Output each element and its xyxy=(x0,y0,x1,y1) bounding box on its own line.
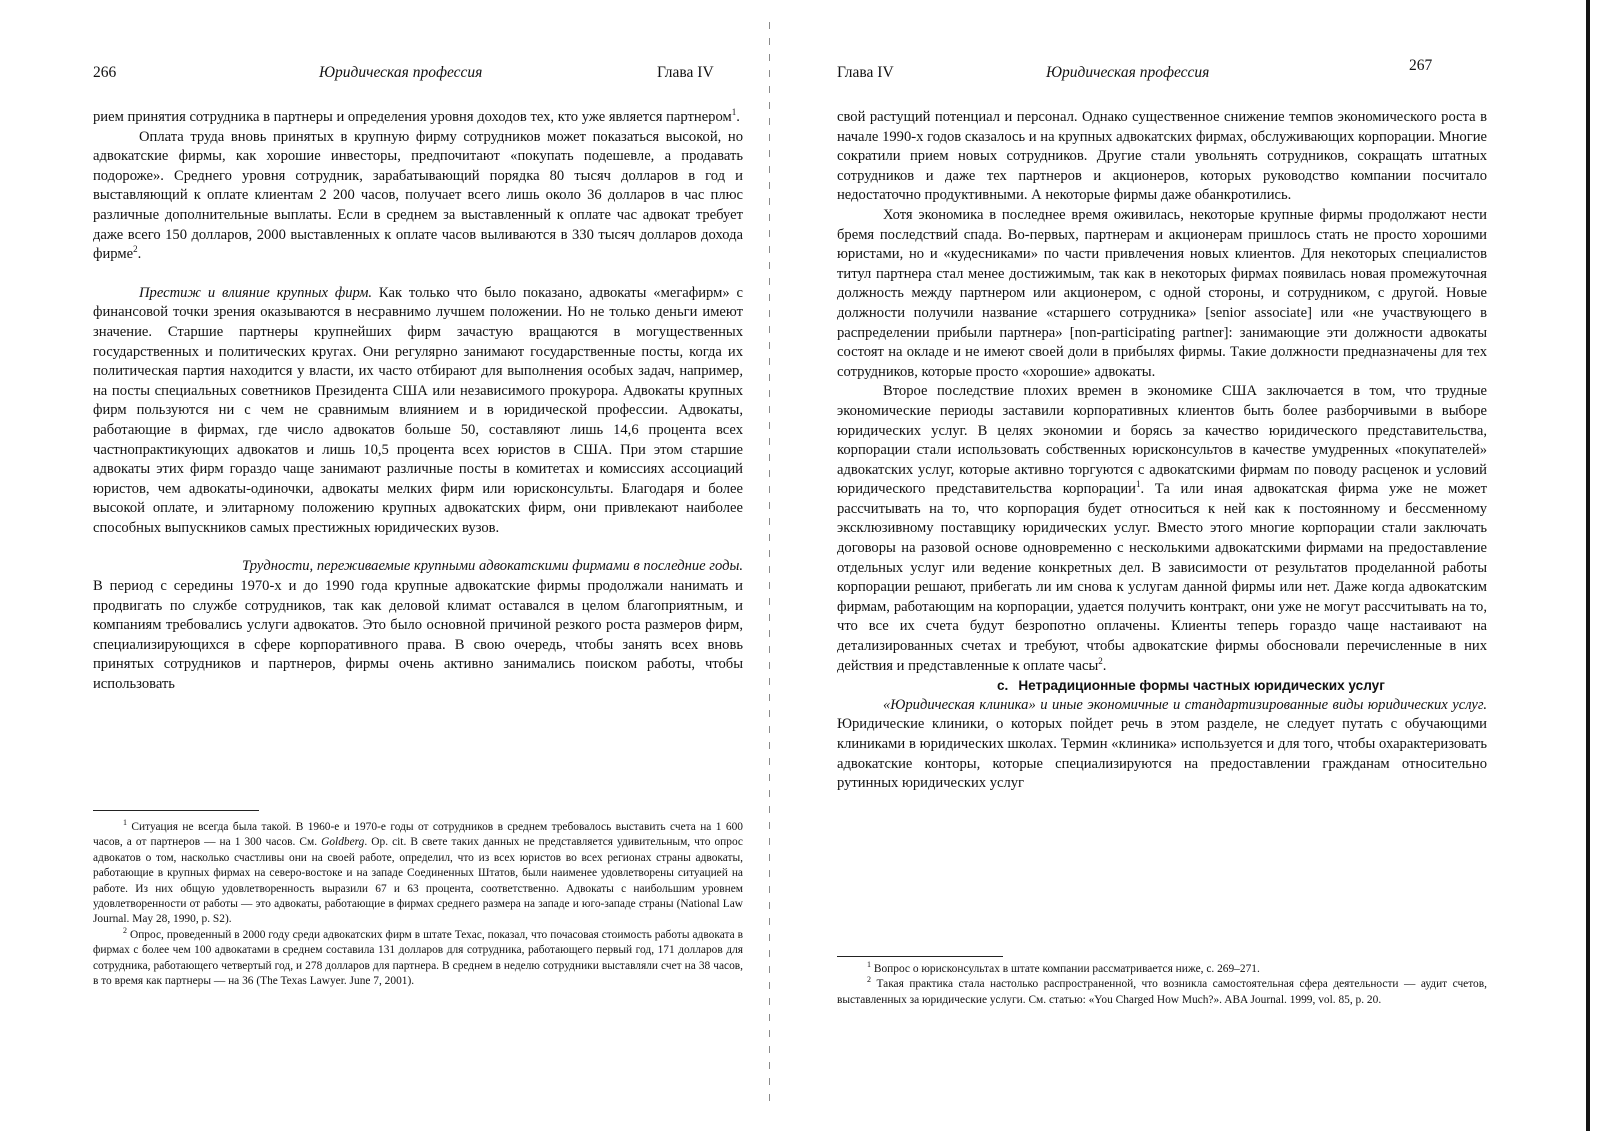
paragraph: Хотя экономика в последнее время оживилась, некоторые крупные фирмы продолжают нести бремя последствий спада. Во-первых, партнерам и акционерам пришлось стать не просто хорошими юристами, но и «кудесниками» по части привлечения новых клиентов. Для некоторых специалистов титул партнера стал менее достижимым, так как в некоторых фирмах появилась новая промежуточная должность между партнером или акционером, с одной стороны, и сотрудником, с другой. Новые должности получили название «старшего сотрудника» [senior associate] или «не участвующего в распределении прибыли партнера» [non-participating partner]: занимающие эти должности адвокаты состоят на окладе и не имеют своей доли в прибылях фирмы. Такие должности предназначены для тех сотрудников, которые просто «хорошие» адвокаты. xyxy=(837,206,1487,380)
footnote-ref: 2 xyxy=(133,244,138,255)
chapter-label: Глава IV xyxy=(657,64,714,81)
paragraph-heading: «Юридическая клиника» и иные экономичные и стандартизированные виды юридических услуг. xyxy=(883,696,1487,713)
paragraph: свой растущий потенциал и персонал. Однако существенное снижение темпов экономического роста в начале 1990-х годов сказалось и на крупных адвокатских фирмах, обслуживающих корпорации. Многие сократили прием новых сотрудников. Другие стали увольнять сотрудников, сокращать штатных сотрудников и даже тех партнеров и акционеров, которых руководство компании посчитало недостаточно продуктивными. А некоторые фирмы даже обанкротились. xyxy=(837,109,1487,204)
right-page-body xyxy=(837,108,1487,794)
paragraph-heading: Престиж и влияние крупных фирм. xyxy=(139,284,373,301)
paragraph: В период с середины 1970-х и до 1990 года крупные адвокатские фирмы продолжали нанимать и продвигать по службе сотрудников, так как деловой климат оставался в целом благоприятным, и компаниям требовались услуги адвокатов. Это было основной причиной резкого роста размеров фирм, специализирующихся в сфере корпоративного права. В свою очередь, чтобы занять всех вновь принятых сотрудников и партнеров, фирмы очень активно занимались поиском работы, чтобы использовать xyxy=(93,578,743,693)
running-title: Юридическая профессия xyxy=(1046,64,1210,81)
paragraph: рием принятия сотрудника в партнеры и определения уровня доходов тех, кто уже является партнером$^1$. xyxy=(93,107,740,125)
footnote: $^2$ Такая практика стала настолько распространенной, что возникла самостоятельная сфера деятельности — аудит счетов, выставленных за юридические услуги. См. статью: «You Charged How Much?». ABA Journal. 1999, vol. 85, p. 20. xyxy=(837,975,1487,1006)
section-heading: с. Нетрадиционные формы частных юридических услуг xyxy=(997,678,1385,694)
chapter-label: Глава IV xyxy=(837,64,894,81)
paragraph: Престиж и влияние крупных фирм. Как только что было показано, адвокаты «мегафирм» с финансовой точки зрения оказываются в несравнимо лучшем положении. Но не только деньги имеют значение. Старшие партнеры крупнейших фирм зачастую вращаются в могущественных государственных и политических кругах. Они регулярно занимают государственные посты, когда их политическая партия находится у власти, их часто отбирают для выполнения особых задач, например, на посты специальных советников Президента США или независимого прокурора. Адвокаты крупных фирм пользуются ни с чем не сравнимым влиянием и в юридической профессии. Адвокаты, работающие в фирмах, где число адвокатов больше 50, составляют лишь 14,6 процента всех частнопрактикующих адвокатов и лишь 10,5 процента всех юристов в США. При этом старшие адвокаты этих фирм гораздо чаще занимают различные посты в комитетах и комиссиях ассоциаций юристов, чем адвокаты-одиночки, адвокаты мелких фирм или юрисконсульты. Благодаря и более высокой оплате, и элитарному положению крупных адвокатских фирм, они привлекают наиболее способных выпускников самых престижных юридических вузов. xyxy=(93,284,743,536)
page-number: 266 xyxy=(93,64,117,81)
right-page-header xyxy=(837,57,1487,88)
footnote: $^2$ Опрос, проведенный в 2000 году среди адвокатских фирм в штате Техас, показал, что почасовая стоимость работы адвоката в фирмах с более чем 100 адвокатами в среднем составила 131 долларов для сотрудника, работающего первый год, 171 долларов для сотрудника, работающего четвертый год, и 278 долларов для партнера. В среднем в неделю сотрудники выставляли счет на 38 часов, в то время как партнеры — на 36 (The Texas Lawyer. June 7, 2001). xyxy=(93,926,743,988)
footnote: $^1$ Ситуация не всегда была такой. В 1960-е и 1970-е годы от сотрудников в среднем требовалось выставить счета на 1 600 часов, а от партнеров — на 1 300 часов. См. Goldberg. Op. cit. В свете таких данных не представляется удивительным, что опрос адвокатов о том, насколько счастливы они на своей работе, определил, что из всех юристов во всех регионах страны адвокаты, работающие в крупных фирмах на северо-востоке и на западе Соединенных Штатов, были наименее удовлетворены ситуацией на работе. Из них общую удовлетворенность выразили 67 и 63 процента, соответственно. Адвокаты с наибольшим уровнем удовлетворенности от работы — это адвокаты, работающие в фирмах среднего размера на западе и юго-западе страны (National Law Journal. May 28, 1990, p. S2). xyxy=(93,818,743,926)
running-title: Юридическая профессия xyxy=(319,64,483,81)
footnote-rule xyxy=(93,810,259,811)
page-gutter xyxy=(769,22,770,1102)
paragraph: Второе последствие плохих времен в экономике США заключается в том, что трудные экономические периоды заставили корпоративных клиентов быть более разборчивыми в выборе юридических услуг. В целях экономии и борясь за качество юридического представительства, корпорации стали использовать собственных юрисконсультов в качестве умудренных «покупателей» адвокатских услуг, которые активно торгуются с адвокатскими фирмам по поводу расценок и условий юридического представительства корпорации$^1$. Та или иная адвокатская фирма уже не может рассчитывать на то, что корпорация будет относиться к ней как к постоянному и бессменному эксклюзивному поставщику юридических услуг. Вместо этого многие корпорации стали заключать договоры на разовой основе одновременно с несколькими адвокатскими фирмами на предоставление отдельных услуг или ведение конкретных дел. В зависимости от результатов проделанной работы корпорации решают, прибегать ли им снова к услугам данной фирмы или нет. Даже когда адвокатским фирмам, работающим на корпорации, удается получить контракт, они уже не могут рассчитывать на то, что все их счета будут безропотно оплачены. Клиенты теперь гораздо чаще настаивают на детализированных счетах и требуют, чтобы адвокатские фирмы обосновали перечисленные в них действия и представленные к оплате часы$^2$. xyxy=(837,383,1487,674)
footnote-ref: 1 xyxy=(1135,479,1141,490)
page-number: 267 xyxy=(1409,57,1433,74)
left-page-body xyxy=(93,108,743,695)
footnote-ref: 1 xyxy=(731,107,737,118)
footnotes xyxy=(837,962,1487,1008)
paragraph: «Юридическая клиника» и иные экономичные и стандартизированные виды юридических услуг. Юридические клиники, о которых пойдет речь в этом разделе, не следует путать с обучающими клиниками в юридических школах. Термин «клиника» используется и для того, чтобы охарактеризовать адвокатские конторы, которые специализируются на предоставлении гражданам относительно рутинных юридических услуг xyxy=(837,696,1487,792)
paragraph: Оплата труда вновь принятых в крупную фирму сотрудников может показаться высокой, но адвокатские фирмы, как хорошие инвесторы, предпочитают «покупать подешевле, а продавать подороже». Среднего уровня сотрудник, зарабатывающий порядка 80 тысяч долларов в год и выставляющий к оплате клиентам 2 200 часов, получает всего лишь около 36 долларов в час плюс различные дополнительные выплаты. Если в среднем за выставленный к оплате час адвокат требует даже всего 150 долларов, 2000 выставленных к оплате часов выливаются в 330 тысяч долларов дохода фирме$^2$. xyxy=(93,128,743,263)
left-page-header xyxy=(93,64,743,88)
footnote-ref: 2 xyxy=(1098,655,1103,666)
footnotes xyxy=(93,820,743,989)
paragraph-heading: Трудности, переживаемые крупными адвокатскими фирмами в последние годы. xyxy=(242,558,743,575)
footnote: $^1$ Вопрос о юрисконсультах в штате компании рассматривается ниже, с. 269–271. xyxy=(867,960,1260,975)
page-edge-shadow xyxy=(1586,0,1590,1131)
footnote-rule xyxy=(837,956,1003,957)
